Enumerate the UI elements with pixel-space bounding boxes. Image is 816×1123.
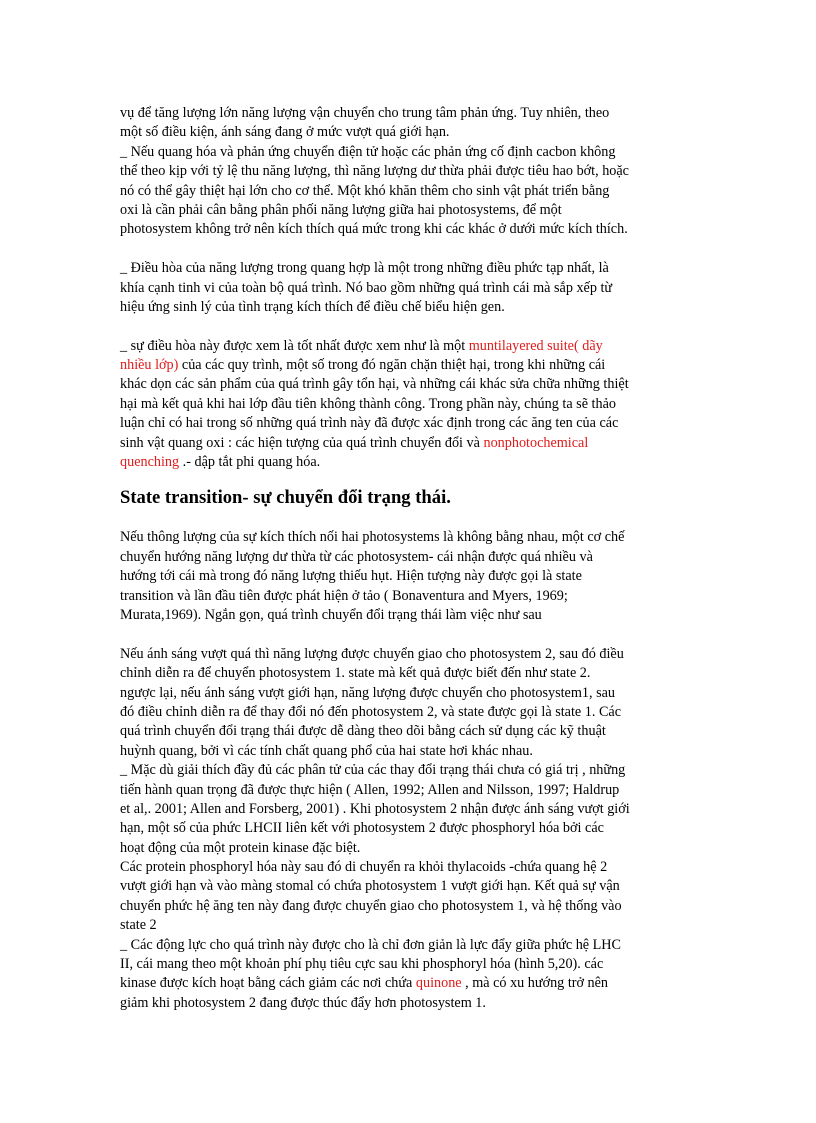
text-line: _ Các động lực cho quá trình này được cho là chỉ đơn giản là lực đẩy giữa phức hệ LHC <box>120 936 622 953</box>
text-line: hiệu ứng sinh lý của tình trạng kích thích để điều chế biểu hiện gen. <box>120 298 505 315</box>
text-line: _ Điều hòa của năng lượng trong quang hợp là một trong những điều phức tạp nhất, là <box>120 260 609 277</box>
text-line: chuyển hướng năng lượng dư thừa từ các photosystem- cái nhận được quá nhiều và <box>120 548 593 565</box>
highlighted-term: muntilayered suite( dãy <box>468 337 603 354</box>
text-line <box>120 453 700 472</box>
text-line: _ Nếu quang hóa và phản ứng chuyển điện tử hoặc các phản ứng cố định cacbon không <box>120 143 616 160</box>
text-line: II, cái mang theo một khoản phí phụ tiêu cực sau khi phosphoryl hóa (hình 5,20). các <box>120 956 604 973</box>
text-line: chuyển phức hệ ăng ten này đang được chuyển giao cho photosystem 1, và hệ thống vào <box>120 897 622 914</box>
text-line: Murata,1969). Ngắn gọn, quá trình chuyển đổi trạng thái làm việc như sau <box>120 606 542 623</box>
text-line: oxi là cần phải cân bằng phân phối năng lượng giữa hai photosystems, để một <box>120 201 562 218</box>
text-line: Các protein phosphoryl hóa này sau đó di chuyển ra khỏi thylacoids -chứa quang hệ 2 <box>120 859 608 876</box>
text-line: hạn, một số của phức LHCII liên kết với photosystem 2 được phosphoryl hóa bởi các <box>120 820 604 837</box>
text-line: hại mà kết quả khi hai lớp đầu tiên không thành công. Trong phần này, chúng ta sẽ thảo <box>120 395 616 412</box>
text-run: .- dập tắt phi quang hóa. <box>179 454 321 471</box>
text-line: transition và lần đầu tiên được phát hiện ở tảo ( Bonaventura and Myers, 1969; <box>120 587 568 604</box>
text-run: sinh vật quang oxi : các hiện tượng của quá trình chuyển đổi và <box>120 434 484 451</box>
text-line <box>120 434 700 453</box>
text-line: luận chỉ có hai trong số những quá trình này đã được xác định trong các ăng ten của các <box>120 415 619 432</box>
text-line: thể theo kịp với tỷ lệ thu năng lượng, thì năng lượng dư thừa phải được tiêu hao bớt, hoặc <box>120 163 629 180</box>
text-line: _ Mặc dù giải thích đầy đủ các phân tử của các thay đổi trạng thái chưa có giá trị , những <box>120 762 626 779</box>
text-run: kinase được kích hoạt bằng cách giảm các nơi chứa <box>120 975 416 992</box>
text-line: hoạt động của một protein kinase đặc biệt. <box>120 839 361 856</box>
text-line: đó điều chỉnh diễn ra để thay đổi nó đến photosystem 2, và state được gọi là state 1. Các <box>120 703 621 720</box>
paragraph-intro <box>120 104 700 143</box>
highlighted-term: nhiều lớp) <box>120 357 179 374</box>
document-page <box>120 104 700 1013</box>
text-run: của các quy trình, một số trong đó ngăn chặn thiệt hại, trong khi những cái <box>178 357 606 374</box>
paragraph-state-transition-mechanism <box>120 645 700 1013</box>
text-line: khác dọn các sản phẩm của quá trình gây tổn hại, và những cái khác sửa chữa những thiệt <box>120 376 629 393</box>
text-line: tiến hành quan trọng đã được thực hiện ( Allen, 1992; Allen and Nilsson, 1997; Haldrup <box>120 781 620 798</box>
text-line <box>120 974 700 993</box>
paragraph-energy-dissipation <box>120 143 700 240</box>
text-line: vụ để tăng lượng lớn năng lượng vận chuyển cho trung tâm phản ứng. Tuy nhiên, theo <box>120 105 610 121</box>
text-line <box>120 337 700 356</box>
paragraph-gap <box>120 240 700 259</box>
text-line: Nếu thông lượng của sự kích thích nối hai photosystems là không bằng nhau, một cơ chế <box>120 529 625 546</box>
text-run: _ sự điều hòa này được xem là tốt nhất được xem như là một <box>120 337 469 354</box>
paragraph-regulation <box>120 259 700 317</box>
text-line: quá trình chuyển đổi trạng thái được dễ dàng theo dõi bằng cách sử dụng các kỹ thuật <box>120 723 606 740</box>
text-line: state 2 <box>120 917 157 934</box>
text-line: giảm khi photosystem 2 đang được thúc đẩy hơn photosystem 1. <box>120 994 486 1011</box>
section-heading: State transition- sự chuyển đổi trạng thái. <box>120 487 451 509</box>
text-line: chỉnh diễn ra để chuyển photosystem 1. state mà kết quả được biết đến như state 2. <box>120 665 591 682</box>
text-line: hướng tới cái mà trong đó năng lượng thiếu hụt. Hiện tượng này được gọi là state <box>120 568 582 585</box>
text-line: khía cạnh tinh vi của toàn bộ quá trình. Nó bao gồm những quá trình cái mà sắp xếp từ <box>120 279 613 296</box>
text-line <box>120 356 700 375</box>
paragraph-state-transition-intro <box>120 528 700 625</box>
text-line: photosystem không trở nên kích thích quá mức trong khi các khác ở dưới mức kích thích. <box>120 221 628 238</box>
highlighted-term: nonphotochemical <box>483 434 589 451</box>
text-line: et al,. 2001; Allen and Forsberg, 2001) . Khi photosystem 2 nhận được ánh sáng vượt giới <box>120 800 630 817</box>
text-line: một số điều kiện, ánh sáng đang ở mức vượt quá giới hạn. <box>120 124 450 141</box>
text-line: Nếu ánh sáng vượt quá thì năng lượng được chuyển giao cho photosystem 2, sau đó điều <box>120 645 624 662</box>
text-line: vượt giới hạn và vào màng stomal có chứa photosystem 1 vượt giới hạn. Kết quả sự vận <box>120 878 620 895</box>
highlighted-term: quenching <box>120 454 180 471</box>
text-run: , mà có xu hướng trở nên <box>461 975 609 992</box>
text-line: ngược lại, nếu ánh sáng vượt giới hạn, năng lượng được chuyển cho photosystem1, sau <box>120 684 615 701</box>
paragraph-gap <box>120 625 700 644</box>
highlighted-term: quinone <box>415 975 462 992</box>
text-line: huỳnh quang, bởi vì các tính chất quang phổ của hai state hơi khác nhau. <box>120 742 533 759</box>
paragraph-gap <box>120 317 700 336</box>
text-line: nó có thể gây thiệt hại lớn cho cơ thể. Một khó khăn thêm cho sinh vật phát triển bằng <box>120 182 610 199</box>
paragraph-multilayered-suite <box>120 337 700 473</box>
